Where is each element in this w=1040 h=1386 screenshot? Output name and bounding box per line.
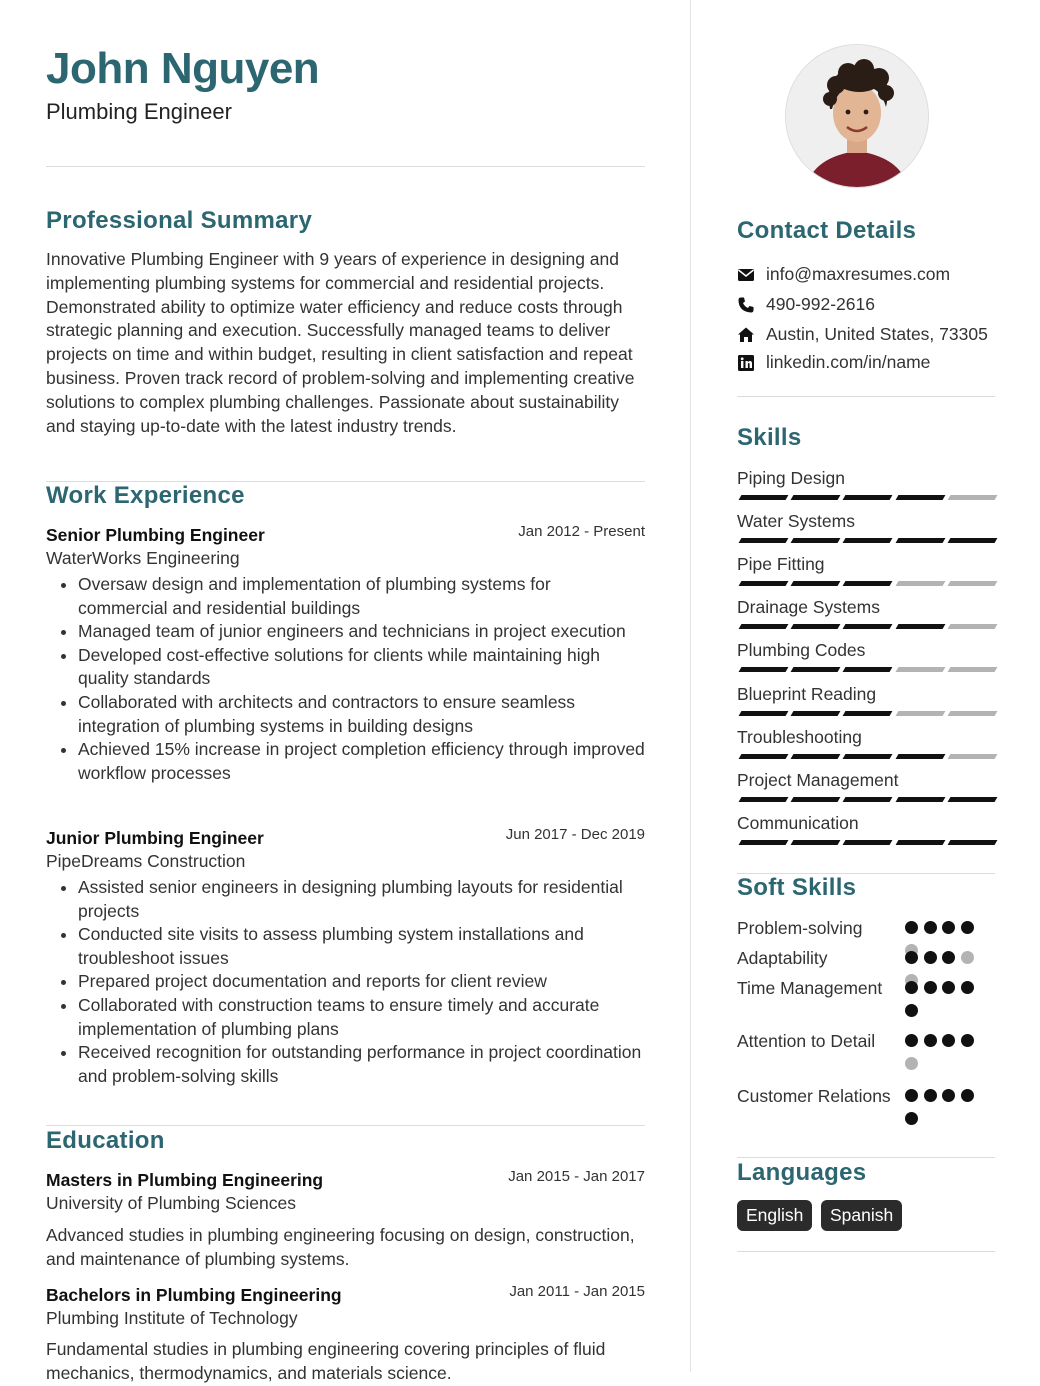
job-dates: Jun 2017 - Dec 2019 [505,826,645,843]
experience-divider [46,1125,645,1126]
skill-segment-filled [791,797,841,802]
soft-skill-name: Adaptability [737,948,828,968]
skill-name: Blueprint Reading [737,683,877,704]
skill-segment-filled [895,840,945,845]
skill-name: Troubleshooting [737,726,862,747]
skills-heading: Skills [737,424,802,451]
job-bullet: • Oversaw design and implementation of plumbing systems for commercial and residential buildings [78,573,645,620]
degree: Masters in Plumbing Engineering [46,1170,324,1190]
skill-segment-filled [843,711,893,716]
job-company: PipeDreams Construction [46,851,246,871]
education-heading: Education [46,1127,165,1154]
skill-level-bar [737,711,993,716]
skill-item [737,640,995,680]
experience-heading: Work Experience [46,482,245,509]
job-bullet: • Received recognition for outstanding performance in project coordination and problem-solving skills [78,1041,645,1088]
job-bullet: • Developed cost-effective solutions for clients while maintaining high quality standards [78,644,645,691]
skill-segment-empty [947,711,997,716]
job-bullet: • Managed team of junior engineers and technicians in project execution [78,620,645,644]
job-bullet: • Prepared project documentation and reports for client review [78,970,645,994]
skill-name: Water Systems [737,511,855,532]
skill-segment-filled [739,840,789,845]
job-role: Senior Plumbing Engineer [46,525,265,545]
skill-item [737,684,995,724]
skill-segment-filled [947,840,997,845]
job-dates: Jan 2012 - Present [518,523,645,540]
rating-dot-filled [961,1034,974,1047]
education-description: Fundamental studies in plumbing engineering covering principles of fluid mechanics, thermodynamics, and materials science. [46,1339,606,1383]
job-bullet: • Collaborated with construction teams to ensure timely and accurate implementation of plumbing plans [78,994,645,1041]
skill-segment-filled [947,538,997,543]
rating-dot-filled [961,1089,974,1102]
candidate-name: John Nguyen [46,44,320,93]
skill-segment-filled [895,538,945,543]
skill-segment-filled [843,538,893,543]
education-description: Advanced studies in plumbing engineering focusing on design, construction, and maintenance of plumbing systems. [46,1225,635,1269]
education-dates: Jan 2011 - Jan 2015 [509,1283,645,1300]
skill-item [737,511,995,551]
home-icon [737,326,755,344]
skill-segment-filled [739,667,789,672]
job-bullet: • Assisted senior engineers in designing plumbing layouts for residential projects [78,876,645,923]
contact-linkedin-text: linkedin.com/in/name [766,352,931,372]
rating-dot-filled [905,1004,918,1017]
rating-dot-filled [905,921,918,934]
skill-segment-filled [739,754,789,759]
soft-skills-divider [737,1157,995,1158]
skill-item [737,770,995,810]
skill-item [737,468,995,508]
skill-segment-filled [791,667,841,672]
languages-heading: Languages [737,1159,867,1186]
job-bullet: • Conducted site visits to assess plumbing system installations and troubleshoot issues [78,923,645,970]
skill-segment-filled [791,840,841,845]
skill-name: Plumbing Codes [737,640,866,661]
skill-segment-filled [791,581,841,586]
skill-segment-filled [739,711,789,716]
summary-text: Innovative Plumbing Engineer with 9 years of experience in designing and implementing plumbing systems for commercial and residential projects. Demonstrated ability to optimize water efficiency and reduce costs through strategic planning and execution. Successfully managed teams to deliver projects on time and within budget, resulting in client satisfaction and repeat business. Proven track record of problem-solving and implementing creative solutions to complex plumbing challenges. Passionate about sustainability and staying up-to-date with the latest industry trends. [46,249,635,436]
skill-segment-filled [791,495,841,500]
candidate-title: Plumbing Engineer [46,99,232,124]
linkedin-icon [737,354,755,372]
soft-skills-heading: Soft Skills [737,874,857,901]
skill-segment-filled [947,797,997,802]
skill-level-bar [737,581,993,586]
skill-item [737,813,995,853]
summary-heading: Professional Summary [46,207,313,234]
avatar-illustration [786,45,928,187]
avatar [785,44,929,188]
skill-level-bar [737,797,993,802]
skill-level-bar [737,840,993,845]
degree: Bachelors in Plumbing Engineering [46,1285,342,1305]
job-role: Junior Plumbing Engineer [46,828,264,848]
language-tag: English [737,1200,812,1231]
skill-segment-empty [895,711,945,716]
contact-email-text: info@maxresumes.com [766,264,951,284]
skill-segment-empty [947,624,997,629]
job-bullet: • Achieved 15% increase in project completion efficiency through improved workflow processes [78,738,645,785]
rating-dot-filled [905,1089,918,1102]
skill-segment-filled [739,495,789,500]
contact-heading: Contact Details [737,217,917,244]
soft-skill-name: Customer Relations [737,1086,891,1106]
rating-dot-filled [961,921,974,934]
skill-segment-filled [895,754,945,759]
skill-segment-filled [739,624,789,629]
skill-segment-filled [739,581,789,586]
contact-phone-text: 490-992-2616 [766,294,875,314]
skill-segment-filled [895,624,945,629]
skill-segment-filled [843,754,893,759]
skill-segment-empty [947,667,997,672]
skill-level-bar [737,538,993,543]
skill-segment-filled [843,581,893,586]
skill-segment-filled [895,797,945,802]
phone-icon [737,296,755,314]
rating-dot-filled [942,951,955,964]
skill-segment-filled [739,538,789,543]
skill-name: Communication [737,812,859,833]
skill-segment-filled [843,495,893,500]
skill-segment-empty [947,495,997,500]
rating-dot-filled [924,981,937,994]
skill-item [737,727,995,767]
skill-segment-filled [791,711,841,716]
rating-dot-filled [924,1089,937,1102]
rating-dot-filled [905,951,918,964]
rating-dot-filled [905,1112,918,1125]
school: Plumbing Institute of Technology [46,1308,298,1328]
language-tag: Spanish [821,1200,902,1231]
rating-dot-filled [924,1034,937,1047]
skill-item [737,597,995,637]
skill-level-bar [737,624,993,629]
skill-name: Project Management [737,769,899,790]
skill-segment-empty [947,754,997,759]
skill-level-bar [737,495,993,500]
job-company: WaterWorks Engineering [46,548,240,568]
skill-segment-filled [895,495,945,500]
skill-level-bar [737,667,993,672]
rating-dot-filled [924,951,937,964]
skill-name: Pipe Fitting [737,554,825,575]
skill-segment-filled [843,797,893,802]
skill-segment-filled [843,840,893,845]
skill-segment-filled [791,754,841,759]
skill-segment-filled [791,538,841,543]
job-bullet: • Collaborated with architects and contractors to ensure seamless integration of plumbing systems in building designs [78,691,645,738]
soft-skill-name: Time Management [737,978,883,998]
education-dates: Jan 2015 - Jan 2017 [508,1168,645,1185]
skill-item [737,554,995,594]
skill-segment-filled [843,624,893,629]
envelope-icon [737,266,755,284]
job-bullets [46,573,645,785]
skill-level-bar [737,754,993,759]
skill-segment-empty [895,667,945,672]
column-divider [690,0,691,1372]
rating-dot-filled [905,981,918,994]
header-divider [46,166,645,167]
school: University of Plumbing Sciences [46,1193,296,1213]
contact-address-text: Austin, United States, 73305 [766,324,988,344]
rating-dot-filled [942,1034,955,1047]
rating-dot-filled [961,981,974,994]
rating-dot-filled [942,981,955,994]
skill-segment-empty [947,581,997,586]
skill-segment-empty [895,581,945,586]
soft-skill-name: Problem-solving [737,918,863,938]
rating-dot-empty [961,951,974,964]
skill-segment-filled [739,797,789,802]
rating-dot-filled [942,1089,955,1102]
skill-name: Piping Design [737,468,845,488]
skill-name: Drainage Systems [737,597,880,618]
skill-segment-filled [791,624,841,629]
rating-dot-filled [924,921,937,934]
rating-dot-empty [905,1057,918,1070]
languages-divider [737,1251,995,1252]
job-bullets [46,876,645,1088]
skill-segment-filled [843,667,893,672]
soft-skill-name: Attention to Detail [737,1031,876,1051]
rating-dot-filled [942,921,955,934]
rating-dot-filled [905,1034,918,1047]
contact-divider [737,396,995,397]
